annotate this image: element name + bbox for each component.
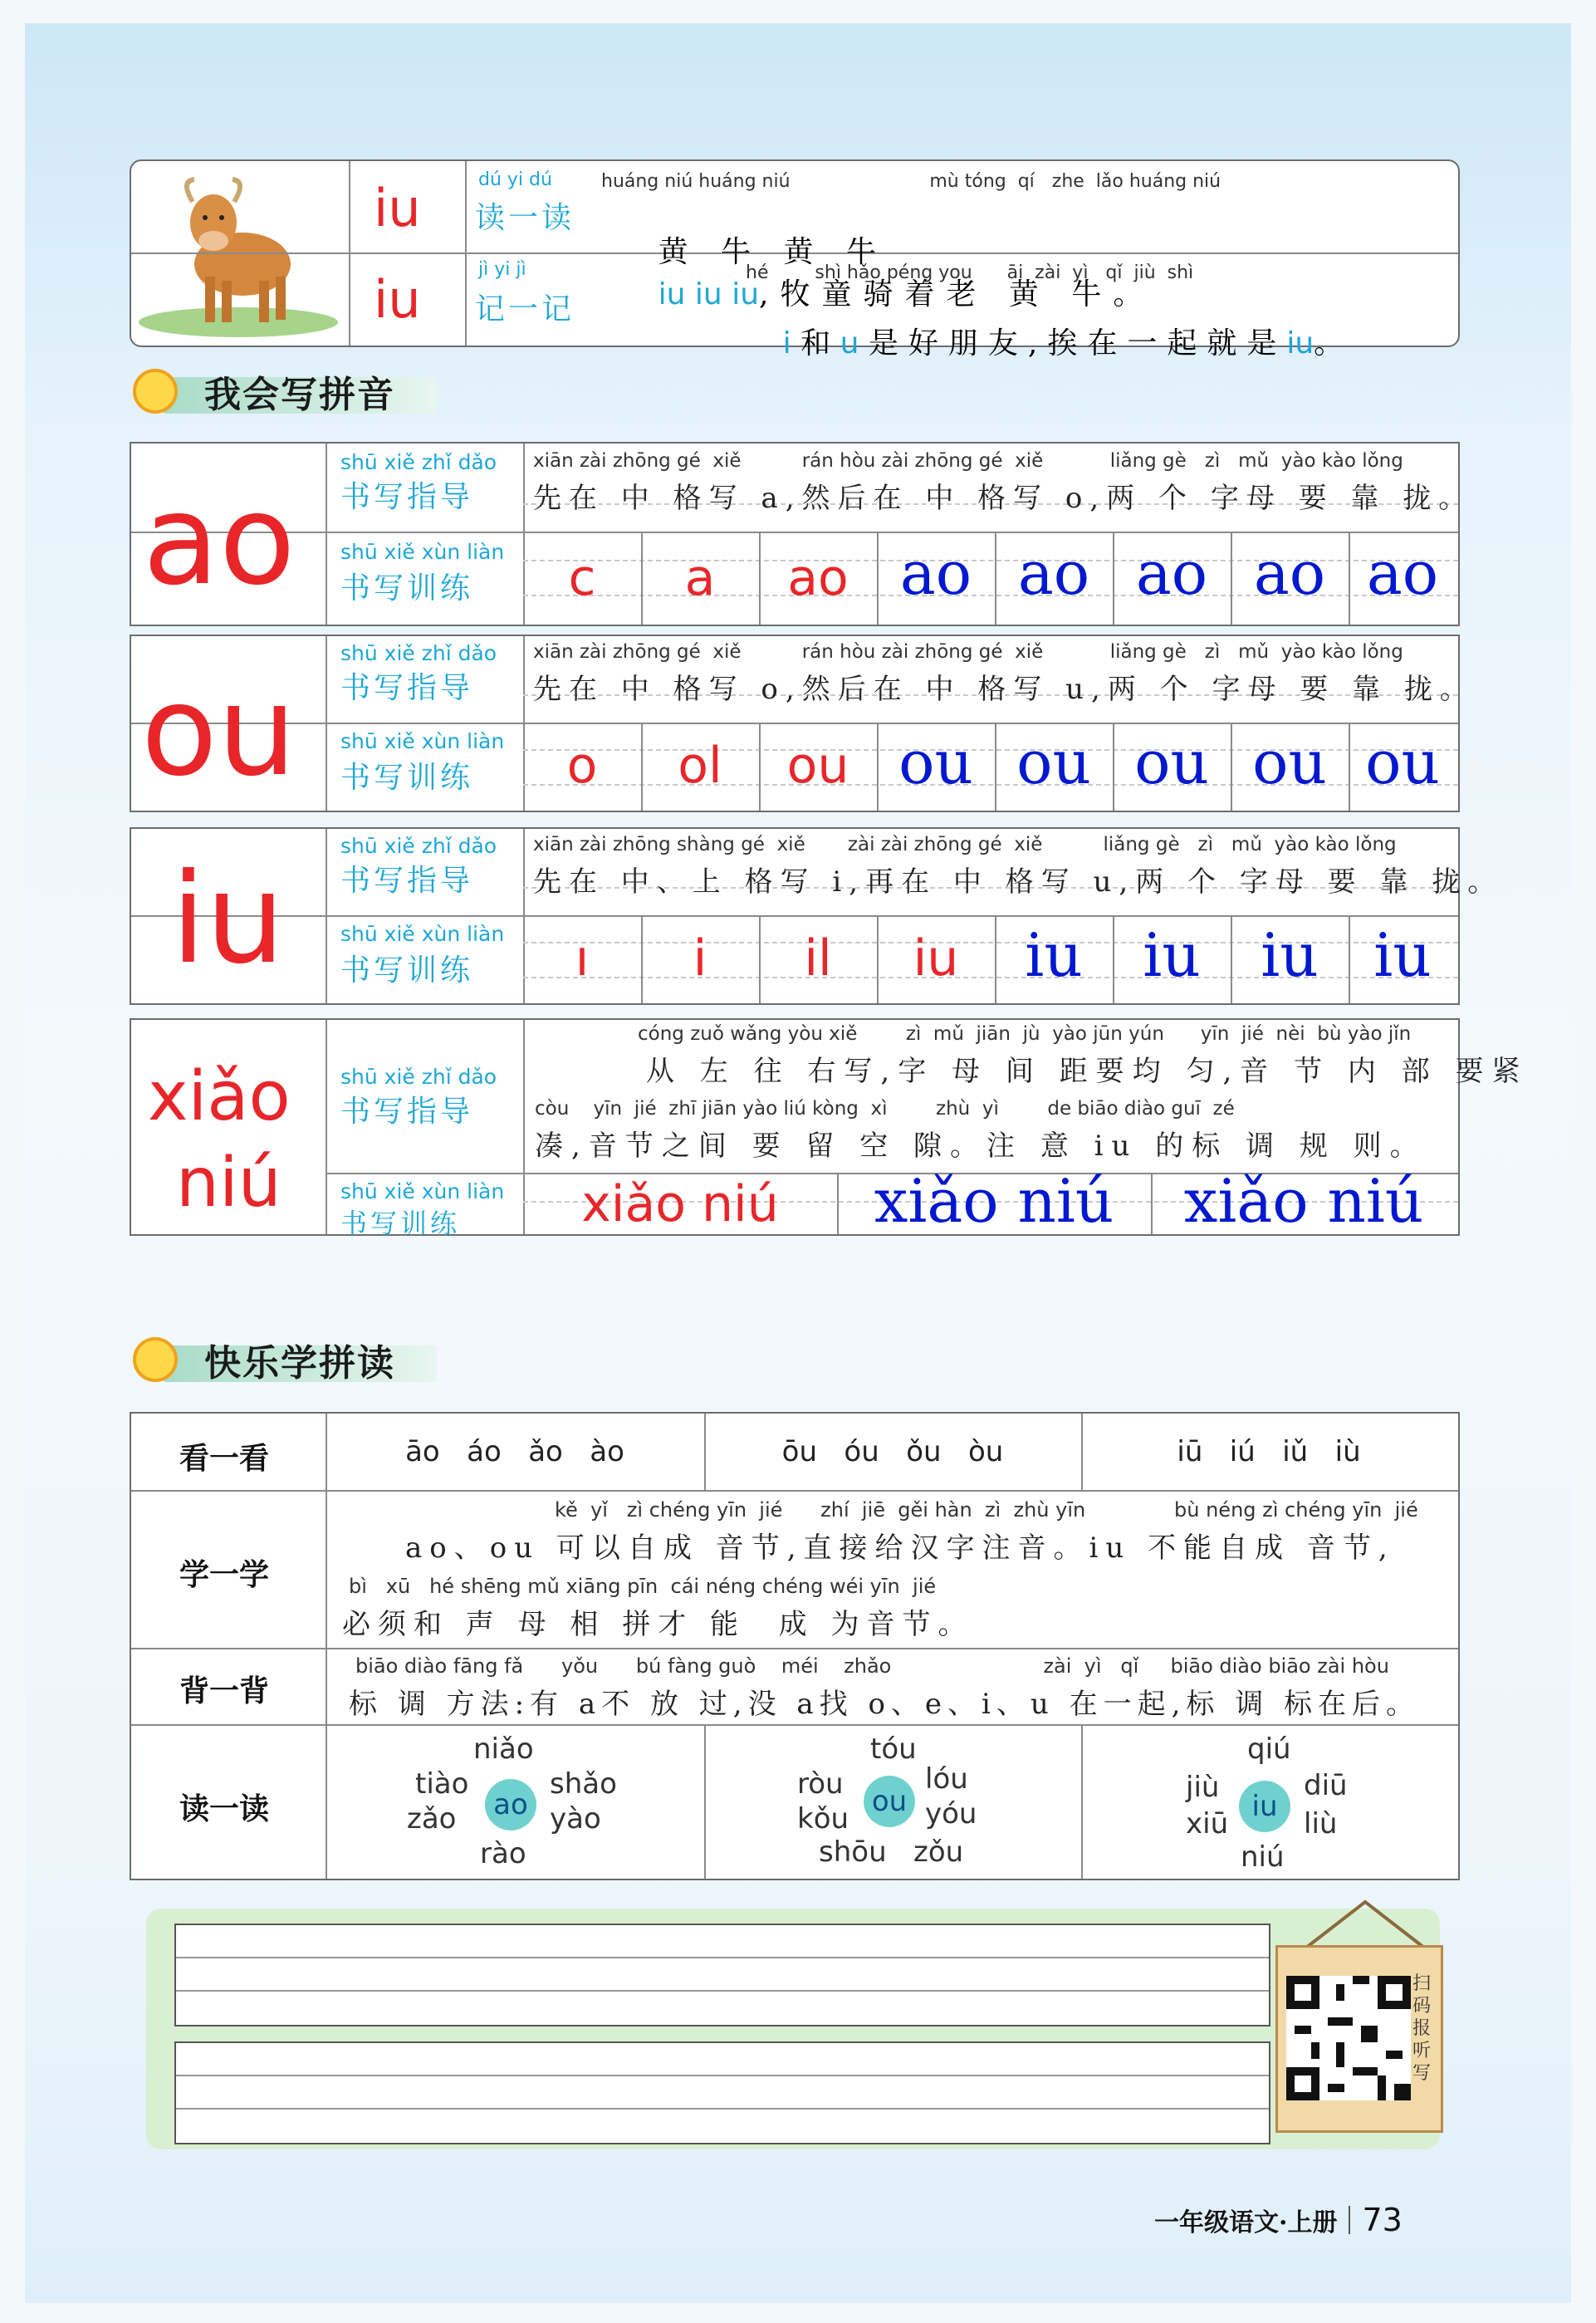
read-group-iu: qiú jiù xiū iu diū liù niú [1186,1732,1348,1874]
train-label-pinyin: shū xiě xùn liàn [340,729,505,753]
read-label: 读一读 [179,1792,270,1826]
qr-label: 扫码报听写 [1412,1973,1432,2084]
practice-cell: ao [1253,538,1326,608]
step-cell: ao [787,549,849,607]
reading-table [130,1412,1460,1880]
look-cell: ōu óu ǒu òu [781,1435,1004,1468]
guide-label: 书写指导 [340,864,474,898]
section-title-read: 快乐学拼读 [130,1331,478,1389]
qr-code-icon[interactable] [1286,1976,1411,2100]
center-circle: iu [1239,1781,1290,1832]
letter-ou: ou [141,659,296,804]
cow-illustration [135,164,342,339]
qr-board [1275,1945,1443,2133]
guide-label: 书写指导 [340,671,474,705]
step-cell: il [804,929,832,988]
letter-iu: iu [171,847,285,992]
read-group-ao: niǎo tiào zǎo ao shǎo yào rào [407,1732,617,1870]
read-label-pinyin: dú yi dú [478,169,552,190]
writing-line-block[interactable] [174,1924,1270,2026]
guide-text: 先在 中、上 格写 i,再在 中 格写 u,两 个 字母 要 靠 拢。 [533,865,1504,899]
guide-label-pinyin: shū xiě zhǐ dǎo [340,1065,497,1089]
practice-cell: iu [1261,920,1319,990]
practice-cell: ou [1016,728,1091,797]
practice-cell: ou [1252,728,1327,797]
guide-label-pinyin: shū xiě zhǐ dǎo [340,641,497,665]
learn-label: 学一学 [179,1558,270,1592]
guide-text: 先在 中 格写 o,然后在 中 格写 u,两 个 字母 要 靠 拢。 [533,673,1476,706]
practice-cell: ao [1135,538,1208,608]
book-title: 一年级语文·上册 [1154,2208,1338,2237]
guide-pinyin: xiān zài zhōng gé xiě rán hòu zài zhōng gé xiě liǎng gè zì mǔ yào kào lǒng [533,450,1403,472]
practice-cell: ou [898,728,973,797]
learn-pinyin-1: kě yǐ zì chéng yīn jié zhí jiē gěi hàn zì zhù yīn bù néng zì chéng yīn jié [555,1498,1418,1522]
look-label: 看一看 [179,1442,270,1476]
practice-cell: ou [1134,728,1209,797]
read-group-ou: tóu ròu kǒu ou lóu yóu shōu zǒu [797,1732,977,1869]
look-cell: āo áo ǎo ào [405,1435,624,1468]
notes-area [146,1909,1440,2149]
read-label: 读一读 [475,201,575,235]
guide-label: 书写指导 [340,1095,474,1129]
step-cell: iu [913,929,959,988]
train-label: 书写训练 [340,1208,461,1239]
xiaoniu-line2: niú [176,1144,282,1223]
recite-text: 标 调 方法:有 a不 放 过,没 a找 o、e、i、u 在一起,标 调 标在后。 [349,1688,1421,1721]
guide-pinyin: xiān zài zhōng shàng gé xiě zài zài zhōng gé xiě liǎng gè zì mǔ yào kào lǒng [533,834,1397,855]
step-cell: a [684,549,716,607]
guide-label-pinyin: shū xiě zhǐ dǎo [340,834,497,858]
xiaoniu-line1: xiǎo [148,1057,291,1136]
practice-cell: ao [1017,538,1090,608]
train-label: 书写训练 [340,761,474,795]
remember-label: 记一记 [475,292,575,326]
step-cell: i [693,929,707,988]
guide-label: 书写指导 [340,480,474,514]
train-label-pinyin: shū xiě xùn liàn [340,922,505,946]
read-letter: iu [374,178,421,238]
guide-pinyin-2: còu yīn jié zhī jiān yào liú kòng xì zhù yì de biāo diào guī zé [535,1098,1235,1120]
write-block-xiaoniu [130,1018,1529,1239]
guide-label-pinyin: shū xiě zhǐ dǎo [340,450,497,474]
guide-pinyin: xiān zài zhōng gé xiě rán hòu zài zhōng gé xiě liǎng gè zì mǔ yào kào lǒng [533,641,1403,663]
write-block-ou [130,635,1476,812]
recite-pinyin: biāo diào fāng fǎ yǒu bú fàng guò méi zhǎo zài yì qǐ biāo diào biāo zài hòu [355,1654,1389,1678]
remember-pinyin: hé shì hǎo péng you āi zài yì qǐ jiù shì [746,262,1194,283]
practice-cell: iu [1373,920,1432,990]
read-pinyin: huáng niú huáng niú mù tóng qí zhe lǎo huáng niú [601,171,1221,192]
page-number: 73 [1362,2202,1403,2238]
train-label-pinyin: shū xiě xùn liàn [340,540,505,564]
guide-text: 先在 中 格写 a,然后在 中 格写 o,两 个 字母 要 靠 拢。 [533,482,1475,515]
xiaoniu-practice: xiǎo niú [1183,1166,1424,1236]
guide-text-1: 从 左 往 右写,字 母 间 距要均 匀,音 节 内 部 要紧 [646,1055,1529,1088]
learn-text-2: 必须和 声 母 相 拼才 能 成 为音节。 [342,1608,974,1641]
step-cell: o [566,737,598,795]
step-cell: ou [786,737,849,795]
remember-letter: iu [374,269,421,330]
xiaoniu-practice: xiǎo niú [874,1166,1114,1236]
reading-box [130,159,1460,360]
letter-ao: ao [143,468,296,613]
write-block-iu [130,827,1504,1005]
page [25,23,1571,2303]
read-sentence: 黄 牛 黄 牛 iu iu iu,牧童骑着老 黄 牛。 [658,235,1155,311]
writing-line-block[interactable] [174,2041,1270,2144]
step-cell: ol [678,737,722,795]
clock-icon [133,1337,178,1382]
practice-cell: iu [1025,920,1083,990]
clock-icon [133,369,178,414]
practice-cell: ao [899,538,972,608]
recite-label: 背一背 [179,1674,270,1708]
learn-pinyin-2: bì xū hé shēng mǔ xiāng pīn cái néng chéng wéi yīn jié [349,1575,937,1598]
step-cell: ı [575,929,590,988]
practice-cell: ao [1366,538,1439,608]
practice-cell: ou [1365,728,1440,797]
train-label: 书写训练 [340,953,474,988]
center-circle: ao [485,1779,536,1830]
remember-label-pinyin: jì yi jì [478,259,526,280]
train-label-pinyin: shū xiě xùn liàn [340,1179,505,1203]
remember-sentence: i 和 u 是好朋友,挨在一起就是iu。 [782,326,1344,360]
step-cell: c [568,549,596,607]
write-block-ao [130,442,1475,626]
center-circle: ou [864,1776,915,1827]
train-label: 书写训练 [340,571,474,605]
look-cell: iū iú iǔ iù [1177,1435,1361,1468]
guide-pinyin-1: cóng zuǒ wǎng yòu xiě zì mǔ jiān jù yào jūn yún yīn jié nèi bù yào jǐn [638,1023,1412,1045]
guide-text-2: 凑,音节之间 要 留 空 隙。注 意 iu 的标 调 规 则。 [535,1130,1427,1163]
learn-text-1: ao、ou 可以自成 音节,直接给汉字注音。iu 不能自成 音节, [405,1532,1395,1565]
practice-cell: iu [1143,920,1201,990]
xiaoniu-step: xiǎo niú [581,1175,779,1233]
footer [1154,2199,1403,2241]
section-title-write: 我会写拼音 [130,362,478,420]
